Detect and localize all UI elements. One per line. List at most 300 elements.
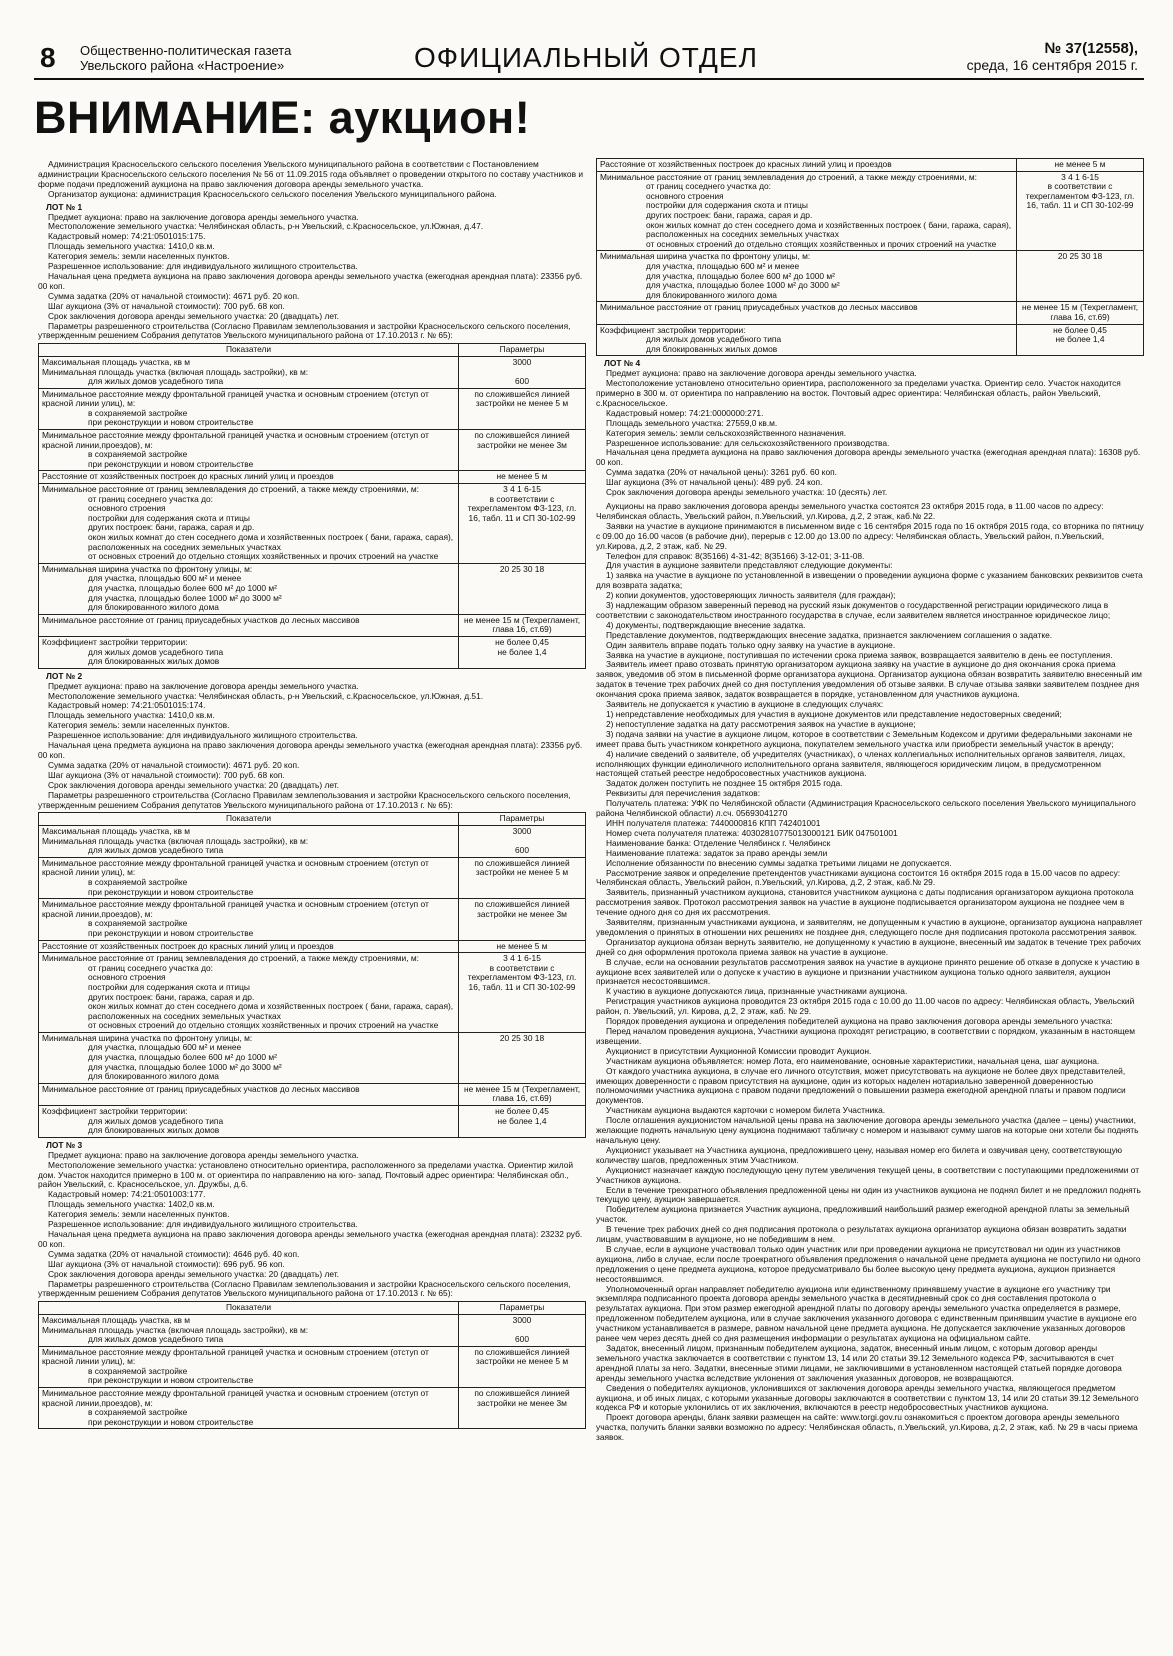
condition-paragraph: 2) копии документов, удостоверяющих личность заявителя (для граждан); [606,590,896,601]
table-cell [459,471,586,484]
param-value: 3000 [512,826,532,836]
table-cell [459,614,586,636]
table-cell [459,563,586,614]
condition-paragraph: Задаток должен поступить не позднее 15 октября 2015 года. [606,778,843,789]
condition-paragraph: 4) наличие сведений о заявителе, об учредителях (участниках), о членах коллегиальных исполнительных органов заявителя, лицах, исполняющих функции единоличного исполнительного органа заявителя, являющегося юридическим лицом, в предусмотренном настоящей статьей реестре недобросовестных участников аукциона. [596,748,1126,779]
param-sub: для участка, площадью 600 м² и менее [88,573,242,584]
intro [38,160,586,200]
param-sub: других построек: бани, гаража, сарая и др. [88,522,255,533]
param-sub: для блокированных жилых домов [646,343,778,354]
param-label: Минимальное расстояние от границ землевладения до строений, а также между строениями, м: [42,953,419,964]
table-cell [459,1388,586,1429]
parameters-table [38,1301,586,1429]
condition-paragraph: Для участия в аукционе заявители представляют следующие документы: [606,560,893,571]
parameters-table [38,343,586,668]
param-label: Минимальное расстояние от границ приусадебных участков до лесных массивов [600,302,918,313]
param-value: 3000 [512,356,532,367]
param-sub: для блокированных жилых домов [88,656,220,667]
table-cell [39,636,459,668]
table-header-cell: Параметры [459,813,586,826]
lot-line: Параметры разрешенного строительства (Согласно Правилам землепользования и застройки Красносельского сельского поселения, утвержденным решением Собрания депутатов Увельского муниципального района от 17.10.2013 г. № 65): [38,320,571,341]
condition-paragraph: Проект договора аренды, бланк заявки размещен на сайте: www.torgi.gov.ru ознакомиться с проектом договора аренды земельного участка, получить бланки заявки возможно по адресу: Челябинская область, п.Увельский, ул.Кирова, д.2, 2 этаж, каб. № 29 в часы приема заявок. [596,1412,1138,1443]
table-cell [39,899,459,940]
condition-paragraph: 3) подача заявки на участие в аукционе лицом, которое в соответствии с Земельным Кодексом и другими федеральными законами не имеет права быть участником конкретного аукциона, покупателем земельного участка или приобрести земельный участок в аренду; [596,728,1133,749]
newspaper-line-1: Общественно-политическая газета [80,43,292,58]
lot-line: Сумма задатка (20% от начальной стоимости): 4671 руб. 20 коп. [48,759,300,770]
lot-line: Начальная цена предмета аукциона на право заключения договора аренды земельного участка (ежегодная арендная плата): 23356 руб. 00 коп. [38,740,583,760]
param-value: 600 [515,845,529,856]
param-sub: окон жилых комнат до стен соседнего дома и хозяйственных построек ( бани, гаража, сарая), расположенных на соседних земельных участках [88,1001,454,1021]
table-row [39,563,586,614]
param-sub: для участка, площадью более 600 м² до 1000 м² [88,582,277,593]
condition-paragraph: Рассмотрение заявок и определение претендентов участниками аукциона состоится 16 октября 2015 года в 15.00 часов по адресу: Челябинская область, Увельский район, п.Увельский, ул.Кирова, д.2, 2 этаж, каб.№ 29. [596,867,1121,888]
table-row [597,324,1144,356]
lot-line: Предмет аукциона: право на заключение договора аренды земельного участка. [606,368,917,379]
param-value: 600 [515,376,529,387]
table-row [39,430,586,471]
table-header-cell: Показатели [39,1302,459,1315]
lot-line: Предмет аукциона: право на заключение договора аренды земельного участка. [48,680,359,691]
param-value: 3 4 1 6-15 [503,484,541,495]
param-sub: для участка, площадью более 600 м² до 1000 м² [646,270,835,281]
condition-paragraph: Заявитель имеет право отозвать принятую организатором аукциона заявку на участие в аукционе до дня окончания срока приема заявок, уведомив об этом в письменной форме организатора аукциона. Организатор аукциона обязан возвратить заявителю внесенный им задаток в течение трех рабочих дней со дня поступления уведомления об отзыве заявки. В случае отзыва заявки заявителем позднее дня окончания срока приема заявок, задаток возвращается в порядке, установленном для участников аукциона. [596,659,1142,700]
param-sub: для участка, площадью более 1000 м² до 3000 м² [88,592,282,603]
param-label: Максимальная площадь участка, кв м [42,826,191,836]
table-row [39,857,586,898]
table-cell [39,1106,459,1138]
condition-paragraph: Аукционист назначает каждую последующую цену путем увеличения текущей цены, в соответствии с поступающими предложениями от Участников аукциона. [596,1164,1140,1185]
lot-line: Местоположение установлено относительно ориентира, расположенного за пределами участка. Ориентир село. Участок находится примерно в 300 м. от ориентира по направлению на восток. Почтовый адрес ориентира: Челябинская область, район Увельский, с.Красносельское. [596,378,1121,408]
lot-title: ЛОТ № 2 [46,670,83,681]
condition-paragraph: 3) надлежащим образом заверенный перевод на русский язык документов о государственной регистрации юридического лица в соответствии с законодательством иностранного государства в случае, если заявителем является иностранное юридическое лицо; [596,600,1111,620]
condition-paragraph: 1) заявка на участие в аукционе по установленной в извещении о проведении аукциона форме с указанием банковских реквизитов счета для возврата задатка; [596,570,1143,591]
param-label: Минимальное расстояние от границ приусадебных участков до лесных массивов [42,1083,360,1094]
param-sub: в сохраняемой застройке [88,918,188,929]
param-value: 3000 [512,1314,532,1325]
param-sub: основного строения [646,190,724,201]
param-value: не менее 15 м (Техрегламент, глава 16, ст.69) [463,614,581,635]
param-sub: для жилых домов усадебного типа [88,646,224,657]
lot-line: Площадь земельного участка: 1410,0 кв.м. [48,710,215,721]
param-value: в соответствии с техрегламентом ФЗ-123, гл. 16, табл. 11 и СП 30-102-99 [467,493,577,523]
param-sub: для участка, площадью более 1000 м² до 3000 м² [88,1061,282,1072]
param-label: Минимальная площадь участка (включая площадь застройки), кв м: [42,835,309,846]
param-value: в соответствии с техрегламентом ФЗ-123, гл. 16, табл. 11 и СП 30-102-99 [467,962,577,992]
table-cell [39,388,459,429]
table-cell [39,953,459,1033]
table-row [39,826,586,858]
condition-paragraph: Телефон для справок: 8(35166) 4-31-42; 8(35166) 3-12-01; 3-11-08. [606,550,865,561]
lot-4 [596,359,1144,498]
param-sub: для жилых домов усадебного типа [88,1115,224,1126]
condition-paragraph: Сведения о победителях аукционов, уклонившихся от заключения договора аренды земельного участка, являющегося предметом аукциона, и об иных лицах, с которыми указанные договоры заключаются в соответствии с пунктом 13, 14 или 20 статьи 39.12 Земельного кодекса РФ и которые уклонились от их заключения, включаются в реестр недобросовестных участников аукциона. [596,1382,1139,1413]
lot-line: Категория земель: земли населенных пунктов. [48,720,230,731]
lot-line: Срок заключения договора аренды земельного участка: 20 (двадцать) лет. [48,1268,339,1279]
lot-line: Предмет аукциона: право на заключение договора аренды земельного участка. [48,211,359,222]
condition-paragraph: В течение трех рабочих дней со дня подписания протокола о результатах аукциона организатор аукциона обязан возвратить задатки лицам, участвовавшим в аукционе, но не победившим в нем. [596,1224,1127,1245]
table-cell [459,1032,586,1083]
table-cell [459,484,586,564]
condition-paragraph: Порядок проведения аукциона и определения победителей аукциона на право заключения договора аренды земельного участка: [606,1016,1113,1027]
param-label: Минимальное расстояние между фронтальной границей участка и основным строением (отступ от красной линии улиц), м: [42,388,429,409]
table-cell [1017,171,1144,251]
lot-2 [38,672,586,1138]
param-value: по сложившейся линией застройки не менее 3м [474,1388,570,1408]
table-row [39,636,586,668]
lot-line: Категория земель: земли сельскохозяйственного назначения. [606,427,847,438]
table-cell [597,251,1017,302]
lot-line: Начальная цена предмета аукциона на право заключения договора аренды земельного участка (ежегодная арендная плата): 23232 руб. 00 коп. [38,1228,583,1249]
condition-paragraph: Заявки на участие в аукционе принимаются в письменном виде с 16 сентября 2015 года по 16 октября 2015 года, со вторника по пятницу с 09.00 до 16.00 часов (в рабочие дни), перерыв с 12.00 до 13.00 по адресу: Челябинская область, Увельский район, п.Увельский, ул.Кирова, д.2, 2 этаж, каб. № 29. [596,520,1144,551]
condition-paragraph: Перед началом проведения аукциона, Участники аукциона проходят регистрацию, в соответствии с порядком, указанным в настоящем извещении. [596,1026,1135,1046]
lot-line: Начальная цена предмета аукциона на право заключения договора аренды земельного участка (ежегодная арендная плата): 23356 руб. 00 коп. [38,270,583,291]
table-cell [39,1314,459,1346]
page-header [34,38,1144,80]
lot-line: Срок заключения договора аренды земельного участка: 20 (двадцать) лет. [48,779,339,790]
table-cell [459,356,586,388]
param-sub: основного строения [88,972,166,983]
param-value: не менее 5 м [496,471,548,482]
condition-paragraph: Наименование банка: Отделение Челябинск г. Челябинск [606,837,831,848]
param-label: Расстояние от хозяйственных построек до красных линий улиц и проездов [600,159,892,169]
table-cell [39,1346,459,1387]
condition-paragraph: Уполномоченный орган направляет победителю аукциона или единственному принявшему участие в аукционе его участнику три экземпляра подписанного проекта договора аренды земельного участка в десятидневный срок со дня составления протокола о результатах аукциона. При этом размер ежегодной арендной платы по договору аренды земельного участка определяется в размере, предложенном победителем аукциона, или в случае заключения указанного договора с единственным принявшим участие в аукционе его участником устанавливается в размере, равном начальной цене предмета аукциона. Не допускается заключение указанных договоров ранее чем через десять дней со дня размещения информации о результатах аукциона на официальном сайте. [596,1283,1137,1344]
table-cell [1017,324,1144,356]
param-sub: при реконструкции и новом строительстве [88,1416,254,1427]
table-cell [39,430,459,471]
parameters-table [38,812,586,1137]
table-header-row [39,1302,586,1315]
lot-line: Площадь земельного участка: 27559,0 кв.м. [606,417,778,428]
param-value: 600 [515,1334,529,1345]
param-value: не более 1,4 [1055,334,1105,345]
newspaper-name [80,43,291,73]
condition-paragraph: Задаток, внесенный лицом, признанным победителем аукциона, задаток, внесенный иным лицом, с которым договор аренды земельного участка заключается в соответствии с пунктом 13, 14 или 20 статьи 39.12 Земельного кодекса РФ, засчитываются в счет арендной платы за него. Задатки, внесенные этими лицами, не заключившими в установленном настоящей статьей порядке договора аренды земельного участка вследствие уклонения от заключения указанных договоров, не возвращаются. [596,1343,1122,1383]
param-value: в соответствии с техрегламентом ФЗ-123, гл. 16, табл. 11 и СП 30-102-99 [1025,181,1135,211]
table-row [39,356,586,388]
param-label: Минимальная ширина участка по фронтону улицы, м: [42,563,253,574]
param-value: не менее 5 м [1054,159,1106,169]
param-label: Минимальное расстояние между фронтальной границей участка и основным строением (отступ от красной линии,проездов), м: [42,430,429,450]
param-sub: постройки для содержания скота и птицы [88,981,250,992]
lot-3 [38,1141,586,1430]
param-sub: от границ соседнего участка до: [88,493,213,504]
table-cell [39,1032,459,1083]
intro-paragraph: Организатор аукциона: администрация Красносельского сельского поселения Увельского муниципального района. [48,188,497,199]
lot-line: Категория земель: земли населенных пунктов. [48,251,230,262]
condition-paragraph: Организатор аукциона обязан вернуть заявителю, не допущенному к участию в аукционе, внесенный им задаток в течение трех рабочих дней со дня оформления протокола приема заявок на участие в аукционе. [596,936,1141,957]
condition-paragraph: Участникам аукциона выдаются карточки с номером билета Участника. [606,1105,886,1116]
left-column [38,160,586,1632]
param-sub: в сохраняемой застройке [88,449,188,460]
param-label: Минимальная площадь участка (включая площадь застройки), кв м: [42,1324,309,1335]
param-sub: от основных строений до отдельно стоящих хозяйственных и прочих строений на участке [88,551,439,562]
lot-line: Шаг аукциона (3% от начальной цены): 489 руб. 24 коп. [606,477,823,488]
param-sub: от основных строений до отдельно стоящих хозяйственных и прочих строений на участке [88,1020,439,1031]
section-title: ОФИЦИАЛЬНЫЙ ОТДЕЛ [414,42,758,73]
condition-paragraph: В случае, если на основании результатов рассмотрения заявок на участие в аукционе принято решение об отказе в допуске к участию в аукционе всех заявителей или о допуске к участию в аукционе и признании участником аукциона только одного заявителя, аукцион признается несостоявшимся. [596,956,1140,987]
param-sub: других построек: бани, гаража, сарая и др. [646,209,813,220]
param-sub: при реконструкции и новом строительстве [88,1375,254,1386]
lot-line: Шаг аукциона (3% от начальной стоимости): 700 руб. 68 коп. [48,300,285,311]
table-cell [39,857,459,898]
lot-line: Шаг аукциона (3% от начальной стоимости): 700 руб. 68 коп. [48,769,285,780]
param-sub: постройки для содержания скота и птицы [646,200,808,211]
lot-line: Кадастровый номер: 74:21:0501015:175. [48,231,206,242]
param-sub: постройки для содержания скота и птицы [88,512,250,523]
table-cell [459,1106,586,1138]
param-sub: от границ соседнего участка до: [88,962,213,973]
param-sub: окон жилых комнат до стен соседнего дома и хозяйственных построек ( бани, гаража, сарая), расположенных на соседних земельных участках [88,532,454,552]
lot-line: Параметры разрешенного строительства (Согласно Правилам землепользования и застройки Красносельского сельского поселения, утвержденным решением Собрания депутатов Увельского муниципального района от 17.10.2013 г. № 65): [38,789,571,810]
condition-paragraph: 4) документы, подтверждающие внесение задатка. [606,619,806,630]
condition-paragraph: Исполнение обязанности по внесению суммы задатка третьими лицами не допускается. [606,857,952,868]
lot-line: Сумма задатка (20% от начальной стоимости): 4646 руб. 40 коп. [48,1248,300,1259]
table-header-cell: Показатели [39,344,459,357]
param-label: Минимальная ширина участка по фронтону улицы, м: [42,1032,253,1043]
issue-number: № 37(12558), [1044,40,1138,57]
table-cell [459,430,586,471]
condition-paragraph: Заявитель, признанный участником аукциона, становится участником аукциона с даты подписания организатором аукциона протокола рассмотрения заявок. Протокол рассмотрения заявок на участие в аукционе подписывается организатором аукциона не позднее чем в течение одного дня со дня их рассмотрения. [596,887,1134,918]
table-cell [597,324,1017,356]
table-row [39,1032,586,1083]
param-sub: для жилых домов усадебного типа [646,334,782,345]
table-row [39,388,586,429]
param-value: 20 25 30 18 [499,1032,545,1043]
condition-paragraph: Если в течение трехкратного объявления предложенной цены ни один из участников аукциона не поднял билет и не предложил поднять текущую цену, аукцион завершается. [596,1184,1141,1205]
param-value: 20 25 30 18 [499,563,545,574]
condition-paragraph: Получатель платежа: УФК по Челябинской области (Администрация Красносельского сельского поселения Увельского муниципального района Челябинской области) л.сч. 05693041270 [596,798,1136,819]
param-label: Коэффициент застройки территории: [600,324,746,335]
param-value: не более 0,45 [495,636,549,647]
table-row [39,1314,586,1346]
table-cell [459,1346,586,1387]
condition-paragraph: Номер счета получателя платежа: 40302810775013000121 БИК 047501001 [606,827,898,838]
param-sub: в сохраняемой застройке [88,1365,188,1376]
condition-paragraph: В случае, если в аукционе участвовал только один участник или при проведении аукциона не присутствовал ни один из участников аукциона, либо в случае, если после троекратного объявления предложения о начальной цене предмета аукциона не поступило ни одного предложения о цене предмета аукциона, которое предусматривало бы более высокую цену предмета аукциона, аукцион признается несостоявшимся. [596,1243,1141,1284]
table-row [39,614,586,636]
param-label: Минимальная ширина участка по фронтону улицы, м: [600,251,811,262]
param-value: 3 4 1 6-15 [503,953,541,964]
param-sub: в сохраняемой застройке [88,876,188,887]
condition-paragraph: Аукционы на право заключения договора аренды земельного участка состоятся 23 октября 2015 года, в 11.00 часов по адресу: Челябинская область, Увельский район, п.Увельский, ул.Кирова, д.2, 2 этаж, каб.№ 22. [596,500,1104,521]
table-cell [39,484,459,564]
issue-info [967,40,1138,73]
param-value: 20 25 30 18 [1057,251,1103,262]
lot-title: ЛОТ № 3 [46,1139,83,1150]
table-cell [459,636,586,668]
lot-line: Параметры разрешенного строительства (Согласно Правилам землепользования и застройки Красносельского сельского поселения, утвержденным решением Собрания депутатов Увельского муниципального района от 17.10.2013 г. № 65): [38,1278,571,1299]
table-cell [597,159,1017,172]
condition-paragraph: Заявителям, признанным участниками аукциона, и заявителям, не допущенным к участию в аукционе, организатор аукциона направляет уведомления о принятых в отношении них решениях не позднее дня, следующего после дня подписания протокола рассмотрения заявок. [596,917,1143,937]
param-label: Максимальная площадь участка, кв м [42,356,191,367]
param-sub: для участка, площадью более 1000 м² до 3000 м² [646,280,840,291]
param-label: Минимальное расстояние от границ приусадебных участков до лесных массивов [42,614,360,625]
param-sub: для жилых домов усадебного типа [88,376,224,387]
condition-paragraph: Один заявитель вправе подать только одну заявку на участие в аукционе. [606,639,896,650]
condition-paragraph: Регистрация участников аукциона проводится 23 октября 2015 года с 10.00 до 11.00 часов по адресу: Челябинская область, Увельский район, п. Увельский, ул. Кирова, д.2, 2 этаж, каб. № 29. [596,996,1135,1017]
condition-paragraph: К участию в аукционе допускаются лица, признанные участниками аукциона. [606,986,908,997]
condition-paragraph: 1) непредставление необходимых для участия в аукционе документов или представление недостоверных сведений; [606,709,1062,719]
condition-paragraph: Аукционист в присутствии Аукционной Комиссии проводит Аукцион. [606,1045,872,1056]
param-sub: от основных строений до отдельно стоящих хозяйственных и прочих строений на участке [646,238,997,249]
condition-paragraph: Участникам аукциона объявляется: номер Лота, его наименование, основные характеристики, начальная цена, шаг аукциона. [606,1055,1100,1066]
param-value: не более 0,45 [495,1106,549,1117]
lot-line: Местоположение земельного участка: установлено относительно ориентира, расположенного за пределами участка. Ориентир жилой дом. Участок находится примерно в 100 м. от ориентира по направлению на юго- запад. Почтовый адрес ориентира: Челябинская обл., район Увельский, с. Красносельское, ул. Дружбы, д.6. [38,1159,574,1190]
table-row [39,953,586,1033]
table-header-row [39,813,586,826]
table-cell [39,563,459,614]
lot-line: Кадастровый номер: 74:21:0000000:271. [606,407,764,418]
condition-paragraph: ИНН получателя платежа: 7440000816 КПП 742401001 [606,817,821,828]
lot-line: Категория земель: земли населенных пунктов. [48,1209,230,1220]
lot-line: Срок заключения договора аренды земельного участка: 20 (двадцать) лет. [48,310,339,321]
table-row [597,171,1144,251]
table-row [39,484,586,564]
lot-line: Разрешенное использование: для индивидуального жилищного строительства. [48,730,358,741]
table-row [39,1388,586,1429]
table-header-cell: Параметры [459,1302,586,1315]
lot-line: Предмет аукциона: право на заключение договора аренды земельного участка. [48,1149,359,1160]
condition-paragraph: Наименование платежа: задаток за право аренды земли [606,847,828,858]
param-value: не более 1,4 [497,646,547,657]
condition-paragraph: Аукционист указывает на Участника аукциона, предложившего цену, называя номер его билета и озвучивая цену, соответствующую количеству шагов, предложенных этим Участником. [596,1144,1123,1165]
param-label: Максимальная площадь участка, кв м [42,1314,191,1325]
auction-conditions [596,502,1144,1443]
issue-date: среда, 16 сентября 2015 г. [966,57,1138,73]
lot-line: Разрешенное использование: для сельскохозяйственного производства. [606,437,890,448]
param-label: Коэффициент застройки территории: [42,636,188,647]
lot-line: Площадь земельного участка: 1410,0 кв.м. [48,241,215,252]
intro-paragraph: Администрация Красносельского сельского поселения Увельского муниципального района в соответствии с Постановлением администрации Красносельского сельского поселения № 56 от 11.09.2015 года объявляет о проведении открытого по составу участников и форме подачи предложений аукциона на право заключения договора аренды земельного участка. [38,160,584,189]
param-value: не менее 5 м [496,940,548,951]
headline: ВНИМАНИЕ: аукцион! [34,92,531,143]
table-cell [39,940,459,953]
table-row [597,159,1144,172]
param-sub: при реконструкции и новом строительстве [88,886,254,897]
table-cell [1017,302,1144,324]
lot-line: Начальная цена предмета аукциона на право заключения договора аренды земельного участка (ежегодная арендная плата): 16308 руб. 00 коп. [596,447,1141,468]
param-value: не менее 15 м (Техрегламент, глава 16, ст.69) [463,1083,581,1104]
param-sub: от границ соседнего участка до: [646,181,771,192]
param-value: не менее 15 м (Техрегламент, глава 16, ст.69) [1021,302,1139,322]
lot-line: Площадь земельного участка: 1402,0 кв.м. [48,1199,215,1210]
lot-title: ЛОТ № 1 [46,201,83,212]
param-label: Минимальное расстояние между фронтальной границей участка и основным строением (отступ от красной линии улиц), м: [42,1346,429,1367]
lot-line: Местоположение земельного участка: Челябинская область, р-н Увельский, с.Красносельское, ул.Южная, д.47. [48,221,484,232]
table-cell [39,471,459,484]
param-value: 3 4 1 6-15 [1061,171,1099,182]
param-sub: других построек: бани, гаража, сарая и др. [88,991,255,1002]
table-cell [39,614,459,636]
table-cell [39,1083,459,1105]
param-sub: при реконструкции и новом строительстве [88,458,254,469]
table-cell [1017,251,1144,302]
table-row [39,940,586,953]
param-sub: для блокированного жилого дома [88,602,219,613]
table-header-cell: Параметры [459,344,586,357]
table-row [39,471,586,484]
table-cell [597,302,1017,324]
param-value: не более 1,4 [497,1115,547,1126]
condition-paragraph: Победителем аукциона признается Участник аукциона, предложивший наибольший размер ежегодной арендной платы за земельный участок. [596,1204,1130,1225]
param-sub: основного строения [88,503,166,514]
lot-line: Шаг аукциона (3% от начальной стоимости): 696 руб. 96 коп. [48,1258,285,1269]
table-cell [39,1388,459,1429]
param-sub: для блокированного жилого дома [88,1071,219,1082]
lot-line: Кадастровый номер: 74:21:0501003:177. [48,1189,206,1200]
lot-line: Сумма задатка (20% от начальной цены): 3261 руб. 60 коп. [606,467,837,478]
condition-paragraph: После оглашения аукционистом начальной цены права на заключение договора аренды земельного участка (далее – цены) участники, желающие поднять начальную цену аукциона поднимают табличку с номером и называют сумму шагов на которые они хотели бы поднять начальную цену. [596,1115,1139,1145]
param-sub: при реконструкции и новом строительстве [88,417,254,428]
lot-line: Срок заключения договора аренды земельного участка: 10 (десять) лет. [606,487,888,498]
param-label: Минимальное расстояние между фронтальной границей участка и основным строением (отступ от красной линии улиц), м: [42,857,429,878]
table-cell [1017,159,1144,172]
lot-1 [38,203,586,669]
param-label: Минимальная площадь участка (включая площадь застройки), кв м: [42,366,309,377]
param-label: Минимальное расстояние от границ землевладения до строений, а также между строениями, м: [42,484,419,495]
param-sub: для блокированных жилых домов [88,1125,220,1136]
param-sub: для участка, площадью 600 м² и менее [88,1042,242,1053]
param-label: Минимальное расстояние от границ землевладения до строений, а также между строениями, м: [600,171,977,182]
table-row [597,302,1144,324]
lot-line: Разрешенное использование: для индивидуального жилищного строительства. [48,1219,358,1230]
table-row [39,1106,586,1138]
param-label: Коэффициент застройки территории: [42,1106,188,1117]
condition-paragraph: Заявитель не допускается к участию в аукционе в следующих случаях: [606,699,884,710]
table-row [39,899,586,940]
table-cell [459,940,586,953]
table-cell [459,826,586,858]
param-label: Минимальное расстояние между фронтальной границей участка и основным строением (отступ от красной линии,проездов), м: [42,899,429,919]
lot-line: Кадастровый номер: 74:21:0501015:174. [48,700,206,711]
table-cell [39,356,459,388]
condition-paragraph: От каждого участника аукциона, в случае его личного отсутствия, может присутствовать на аукционе не более двух представителей, имеющих доверенности с правом присутствия на аукционе, один из которых наделен нотариально заверенной доверенностью полномочиями участника аукциона с правом подачи предложений о повышении размера ежегодной арендной платы и правом подписи документов. [596,1065,1126,1106]
table-cell [459,899,586,940]
right-column [596,156,1144,1632]
param-value: по сложившейся линией застройки не менее 3м [474,899,570,919]
table-cell [459,388,586,429]
param-value: по сложившейся линией застройки не менее 5 м [474,1346,570,1367]
param-sub: для жилых домов усадебного типа [88,845,224,856]
table-header-row [39,344,586,357]
table-header-cell: Показатели [39,813,459,826]
condition-paragraph: Заявка на участие в аукционе, поступившая по истечении срока приема заявок, возвращается заявителю в день ее поступления. [606,649,1113,660]
param-value: по сложившейся линией застройки не менее 5 м [474,857,570,878]
param-value: не более 0,45 [1053,324,1107,335]
param-label: Минимальное расстояние между фронтальной границей участка и основным строением (отступ от красной линии,проездов), м: [42,1388,429,1408]
param-sub: окон жилых комнат до стен соседнего дома и хозяйственных построек ( бани, гаража, сарая), расположенных на соседних земельных участках [646,219,1012,240]
parameters-table [596,158,1144,356]
lot-title: ЛОТ № 4 [604,358,641,369]
table-cell [459,1314,586,1346]
param-label: Расстояние от хозяйственных построек до красных линий улиц и проездов [42,940,334,951]
param-sub: в сохраняемой застройке [88,407,188,418]
lot-line: Сумма задатка (20% от начальной стоимости): 4671 руб. 20 коп. [48,290,300,301]
param-sub: в сохраняемой застройке [88,1407,188,1418]
param-sub: для жилых домов усадебного типа [88,1334,224,1345]
table-cell [597,171,1017,251]
param-sub: для участка, площадью более 600 м² до 1000 м² [88,1052,277,1063]
condition-paragraph: Представление документов, подтверждающих внесение задатка, признается заключением соглашения о задатке. [606,629,1053,640]
param-value: по сложившейся линией застройки не менее 3м [474,430,570,450]
table-row [597,251,1144,302]
condition-paragraph: 2) непоступление задатка на дату рассмотрения заявок на участие в аукционе; [606,718,916,729]
table-cell [459,953,586,1033]
param-label: Расстояние от хозяйственных построек до красных линий улиц и проездов [42,471,334,482]
param-sub: при реконструкции и новом строительстве [88,927,254,938]
param-value: по сложившейся линией застройки не менее 5 м [474,388,570,409]
